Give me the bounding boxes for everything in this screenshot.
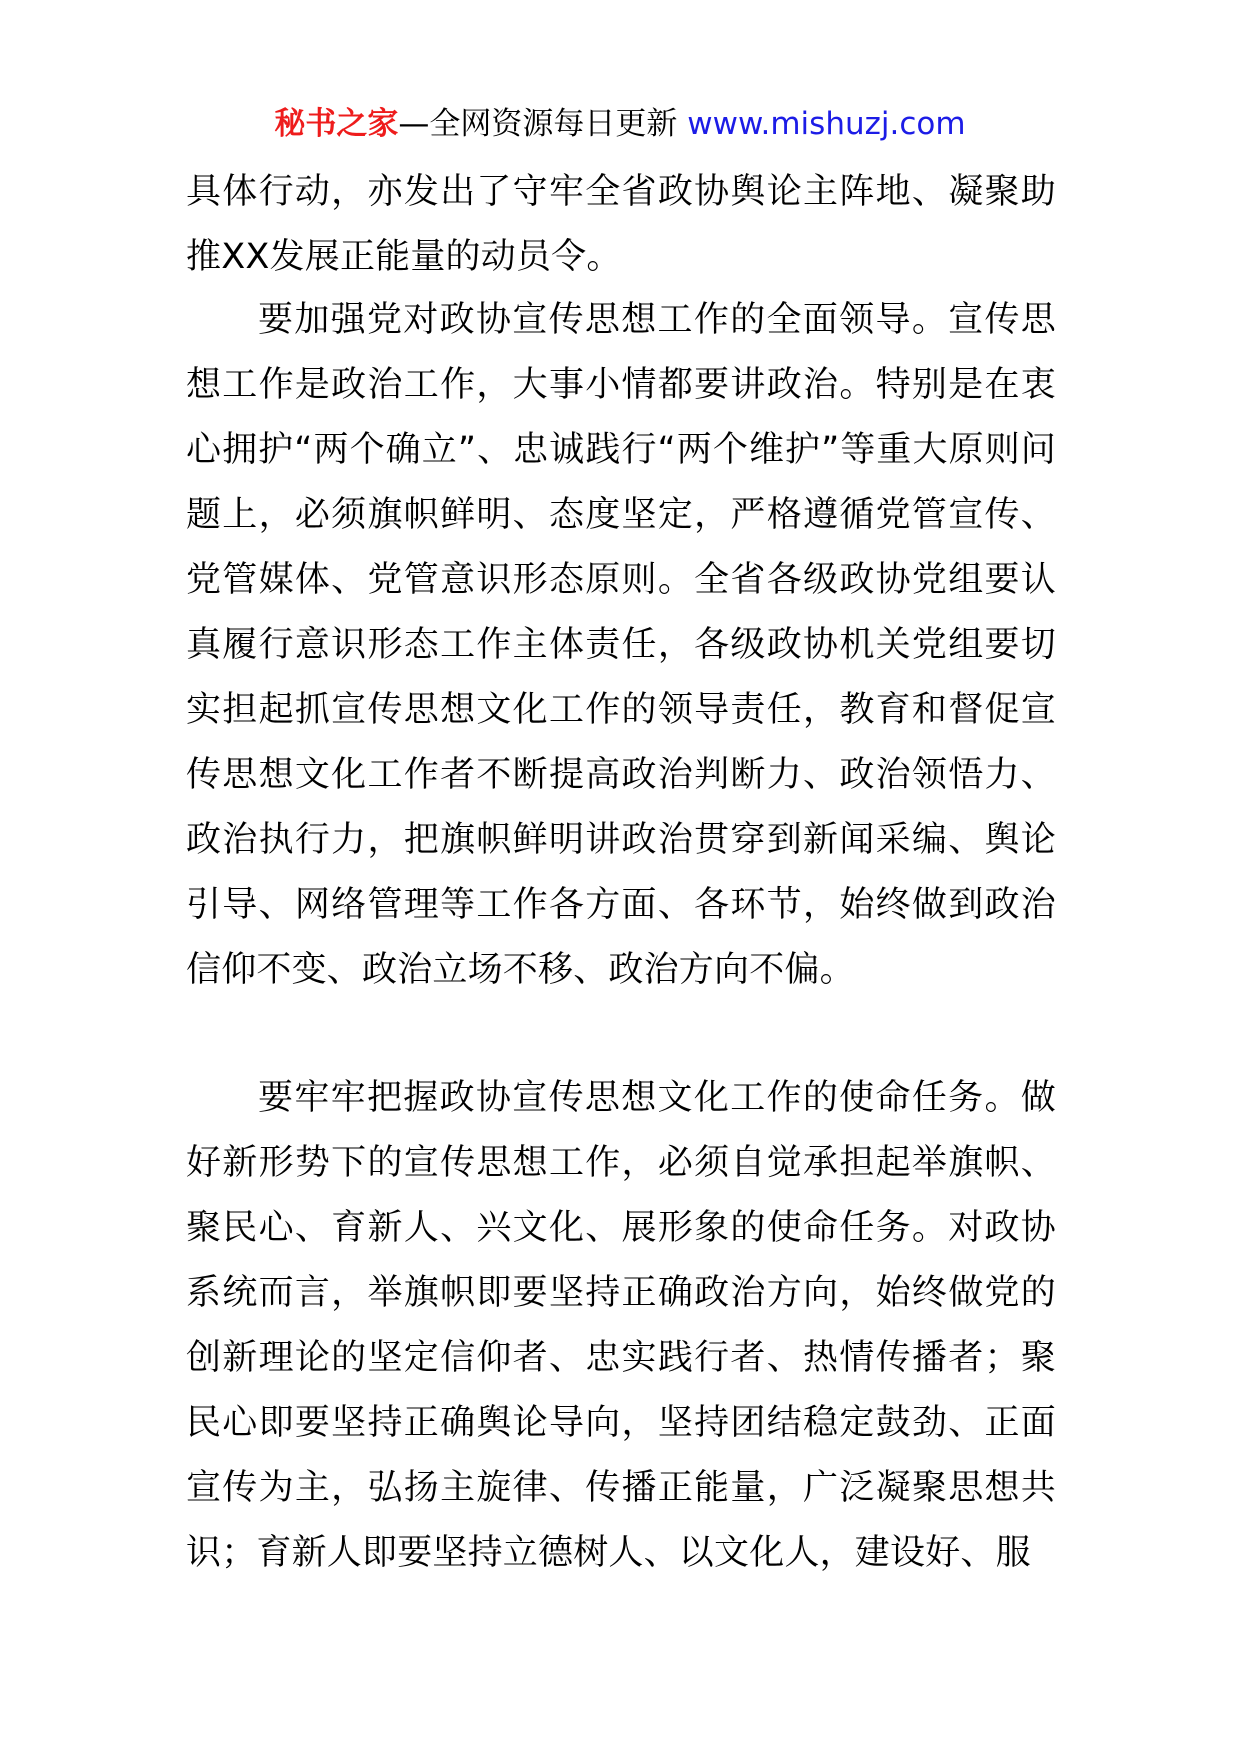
site-tagline: —全网资源每日更新 <box>398 106 678 142</box>
paragraph-mission-tasks: 要牢牢把握政协宣传思想文化工作的使命任务。做好新形势下的宣传思想工作，必须自觉承担起举旗帜、聚民心、育新人、兴文化、展形象的使命任务。对政协系统而言，举旗帜即要坚持正确政治方向，始终做党的创新理论的坚定信仰者、忠实践行者、热情传播者；聚民心即要坚持正确舆论导向，坚持团结稳定鼓劲、正面宣传为主，弘扬主旋律、传播正能量，广泛凝聚思想共识；育新人即要坚持立德树人、以文化人，建设好、服 <box>186 1078 1056 1573</box>
paragraph-continuation: 具体行动，亦发出了守牢全省政协舆论主阵地、凝聚助推XX发展正能量的动员令。 <box>186 172 1056 277</box>
paragraph-party-leadership: 要加强党对政协宣传思想工作的全面领导。宣传思想工作是政治工作，大事小情都要讲政治。特别是在衷心拥护“两个确立”、忠诚践行“两个维护”等重大原则问题上，必须旗帜鲜明、态度坚定，严格遵循党管宣传、党管媒体、党管意识形态原则。全省各级政协党组要认真履行意识形态工作主体责任，各级政协机关党组要切实担起抓宣传思想文化工作的领导责任，教育和督促宣传思想文化工作者不断提高政治判断力、政治领悟力、政治执行力，把旗帜鲜明讲政治贯穿到新闻采编、舆论引导、网络管理等工作各方面、各环节，始终做到政治信仰不变、政治立场不移、政治方向不偏。 <box>186 300 1056 990</box>
site-brand: 秘书之家 <box>274 106 399 142</box>
site-url-link[interactable]: www.mishuzj.com <box>687 106 966 142</box>
